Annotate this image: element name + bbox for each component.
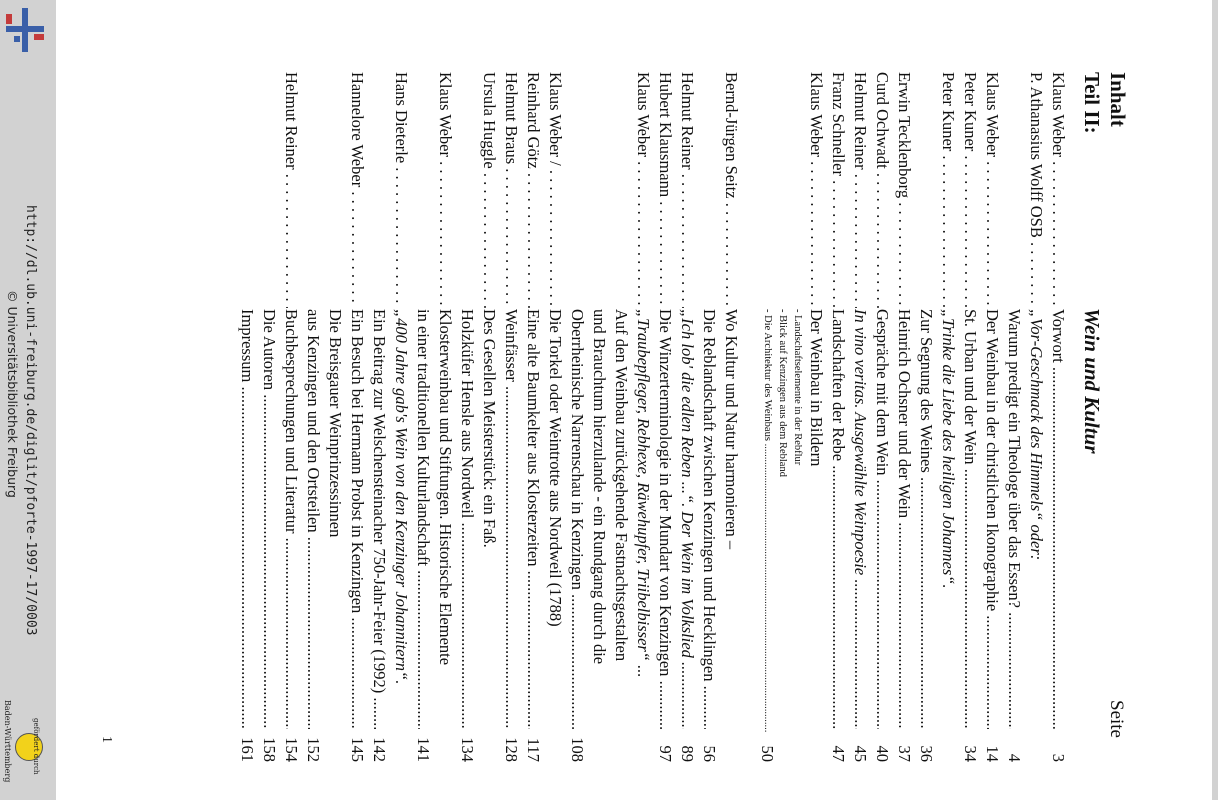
- toc-entry-page: 14: [982, 732, 1002, 762]
- funding-state: Baden-Württemberg: [3, 700, 12, 783]
- toc-entry-page: 47: [828, 732, 848, 762]
- toc-heading: Inhalt: [1106, 72, 1130, 127]
- toc-entry-author: Peter Kuner . . .: [960, 72, 980, 308]
- toc-entry-title: Vorwort .....: [1048, 309, 1068, 729]
- toc-entry-title: Die Winzerterminologie in der Mundart von Kenzingen .....: [655, 309, 675, 729]
- toc-entry-title: Der Weinbau in Bildern: [806, 309, 826, 729]
- toc-entry-page: 89: [677, 732, 697, 762]
- toc-entry-title: „Traubepfleger, Rebhexe, Räwehupfer, Triibelbisser“ ...: [633, 309, 653, 729]
- toc-entry-title: Landschaften der Rebe .....: [828, 309, 848, 729]
- toc-entry-page: 152: [303, 732, 323, 762]
- toc-entry-author: Klaus Weber . . .: [1048, 72, 1068, 308]
- toc-entry-title: Ein Beitrag zur Welschensteinacher 750-Jahr-Feier (1992) .....: [369, 309, 389, 729]
- page-column-label: Seite: [1106, 700, 1127, 738]
- toc-entry-title: Die Torkel oder Weintrotte aus Nordweil (1788): [545, 309, 565, 729]
- toc-entry-title: Impressum .....: [237, 309, 257, 729]
- toc-entry-page: 45: [850, 732, 870, 762]
- toc-entry-page: 128: [501, 732, 521, 762]
- toc-entry-title: Buchbesprechungen und Literatur .....: [281, 309, 301, 729]
- toc-entry-title: in einer traditionellen Kulturlandschaft .....: [413, 309, 433, 729]
- toc-entry-author: Hubert Klausmann . . .: [655, 72, 675, 308]
- toc-entry-title: In vino veritas. Ausgewählte Weinpoesie .....: [850, 309, 870, 729]
- toc-entry-page: 4: [1004, 732, 1024, 762]
- toc-entry-title: Eine alte Baumkelter aus Klosterzeiten .....: [523, 309, 543, 729]
- toc-entry-page: 3: [1048, 732, 1068, 762]
- toc-entry-author: Helmut Reiner . . .: [677, 72, 697, 308]
- toc-entry-page: 117: [523, 732, 543, 762]
- toc-entry-author: Helmut Reiner . . .: [850, 72, 870, 308]
- toc-entry-author: Klaus Weber . . .: [435, 72, 455, 308]
- toc-entry-title: Weinfässer .....: [501, 309, 521, 729]
- toc-entry-title: Wo Kultur und Natur harmonieren –: [721, 309, 741, 729]
- toc-entry-title: Klosterweinbau und Stiftungen. Historische Elemente: [435, 309, 455, 729]
- toc-entry-title: Oberrheinische Narrenschau in Kenzingen .....: [567, 309, 587, 729]
- toc-entry-page: 145: [347, 732, 367, 762]
- part-label: Teil II:: [1080, 72, 1104, 134]
- toc-entry-title: Der Weinbau in der christlichen Ikonographie .....: [982, 309, 1002, 729]
- toc-entry-title: Warum predigt ein Theologe über das Essen? .....: [1004, 309, 1024, 729]
- toc-entry-author: Peter Kuner . . .: [938, 72, 958, 308]
- toc-entry-author: Ursula Huggle . . .: [479, 72, 499, 308]
- toc-entry-page: 97: [655, 732, 675, 762]
- toc-entry-author: Helmut Braus . . .: [501, 72, 521, 308]
- toc-entry-author: Klaus Weber . . .: [806, 72, 826, 308]
- copyright-notice: © Universitätsbibliothek Freiburg: [5, 290, 20, 498]
- toc-entry-author: Klaus Weber . . .: [633, 72, 653, 308]
- toc-entry-page: 37: [894, 732, 914, 762]
- toc-entry-title: Zur Segnung des Weines .....: [916, 309, 936, 729]
- part-title: Wein und Kultur: [1080, 308, 1104, 454]
- toc-entry-page: 40: [872, 732, 892, 762]
- ub-freiburg-logo-icon: [4, 8, 46, 52]
- toc-entry-title: Heinrich Ochsner und der Wein .....: [894, 309, 914, 729]
- toc-entry-title: „400 Jahre gab's Wein von den Kenzinger Johannitern“.: [391, 309, 411, 729]
- toc-entry-title: Die Autoren .....: [259, 309, 279, 729]
- toc-entry-author: Hans Dieterle . . .: [391, 72, 411, 308]
- toc-entry-author: Bernd-Jürgen Seitz . . .: [721, 72, 741, 308]
- toc-entry-page: 142: [369, 732, 389, 762]
- toc-entry-title: Die Breisgauer Weinprinzessinnen: [325, 309, 345, 729]
- toc-entry-page: 34: [960, 732, 980, 762]
- toc-entry-author: Hannelore Weber . . .: [347, 72, 367, 308]
- page-edge: [1212, 0, 1218, 800]
- toc-entry-author: Klaus Weber . . .: [982, 72, 1002, 308]
- source-url[interactable]: http://dl.ub.uni-freiburg.de/diglit/pforte-1997-17/0003: [23, 205, 38, 636]
- toc-entry-title: St. Urban und der Wein .....: [960, 309, 980, 729]
- toc-entry-title: Auf den Weinbau zurückgehende Fastnachtsgestalten: [611, 309, 631, 729]
- toc-entry-title: „Trinke die Liebe des heiligen Johannes“.: [938, 309, 958, 729]
- toc-subentry-title: - Blick auf Kenzingen aus dem Rebland: [775, 309, 789, 739]
- toc-subentry-page: 50: [760, 732, 774, 762]
- toc-subentry-title: - Die Architektur des Weinbaus .....: [760, 309, 774, 739]
- toc-entry-page: 161: [237, 732, 257, 762]
- toc-entry-page: 56: [699, 732, 719, 762]
- toc-entry-title: „Vor-Geschmack des Himmels“ oder:: [1026, 309, 1046, 729]
- toc-entry-author: Franz Schneller . . .: [828, 72, 848, 308]
- toc-entry-title: aus Kenzingen und den Ortsteilen .....: [303, 309, 323, 729]
- toc-entry-author: Reinhard Götz . . .: [523, 72, 543, 308]
- toc-entry-title: „Ich lob' die edlen Reben ...“. Der Wein im Volkslied .....: [677, 309, 697, 729]
- page-number: 1: [99, 736, 114, 743]
- toc-entry-page: 141: [413, 732, 433, 762]
- toc-entry-author: Curd Ochwadt . . .: [872, 72, 892, 308]
- toc-entry-title: und Brauchtum hierzulande - ein Rundgang durch die: [589, 309, 609, 729]
- toc-entry-page: 158: [259, 732, 279, 762]
- toc-entry-author: Erwin Tecklenborg . . .: [894, 72, 914, 308]
- toc-entry-title: Holzküfer Hensle aus Nordweil .....: [457, 309, 477, 729]
- toc-entry-page: 108: [567, 732, 587, 762]
- funding-note: gefördert durch: [32, 718, 40, 775]
- toc-entry-page: 134: [457, 732, 477, 762]
- toc-entry-title: Gespräche mit dem Wein .....: [872, 309, 892, 729]
- toc-entry-page: 36: [916, 732, 936, 762]
- table-of-contents: [30, 64, 1130, 762]
- toc-entry-title: Des Gesellen Meisterstück: ein Faß.: [479, 309, 499, 729]
- toc-entry-author: P. Athanasius Wolff OSB . . .: [1026, 72, 1046, 308]
- toc-subentry-title: - Landschaftselemente in der Rebflur: [790, 309, 804, 739]
- toc-entry-title: Die Reblandschaft zwischen Kenzingen und Hecklingen .....: [699, 309, 719, 729]
- toc-entry-author: Helmut Reiner . . .: [281, 72, 301, 308]
- toc-entry-page: 154: [281, 732, 301, 762]
- toc-entry-title: Ein Besuch bei Hermann Probst in Kenzingen .....: [347, 309, 367, 729]
- toc-entry-author: Klaus Weber / . . .: [545, 72, 565, 308]
